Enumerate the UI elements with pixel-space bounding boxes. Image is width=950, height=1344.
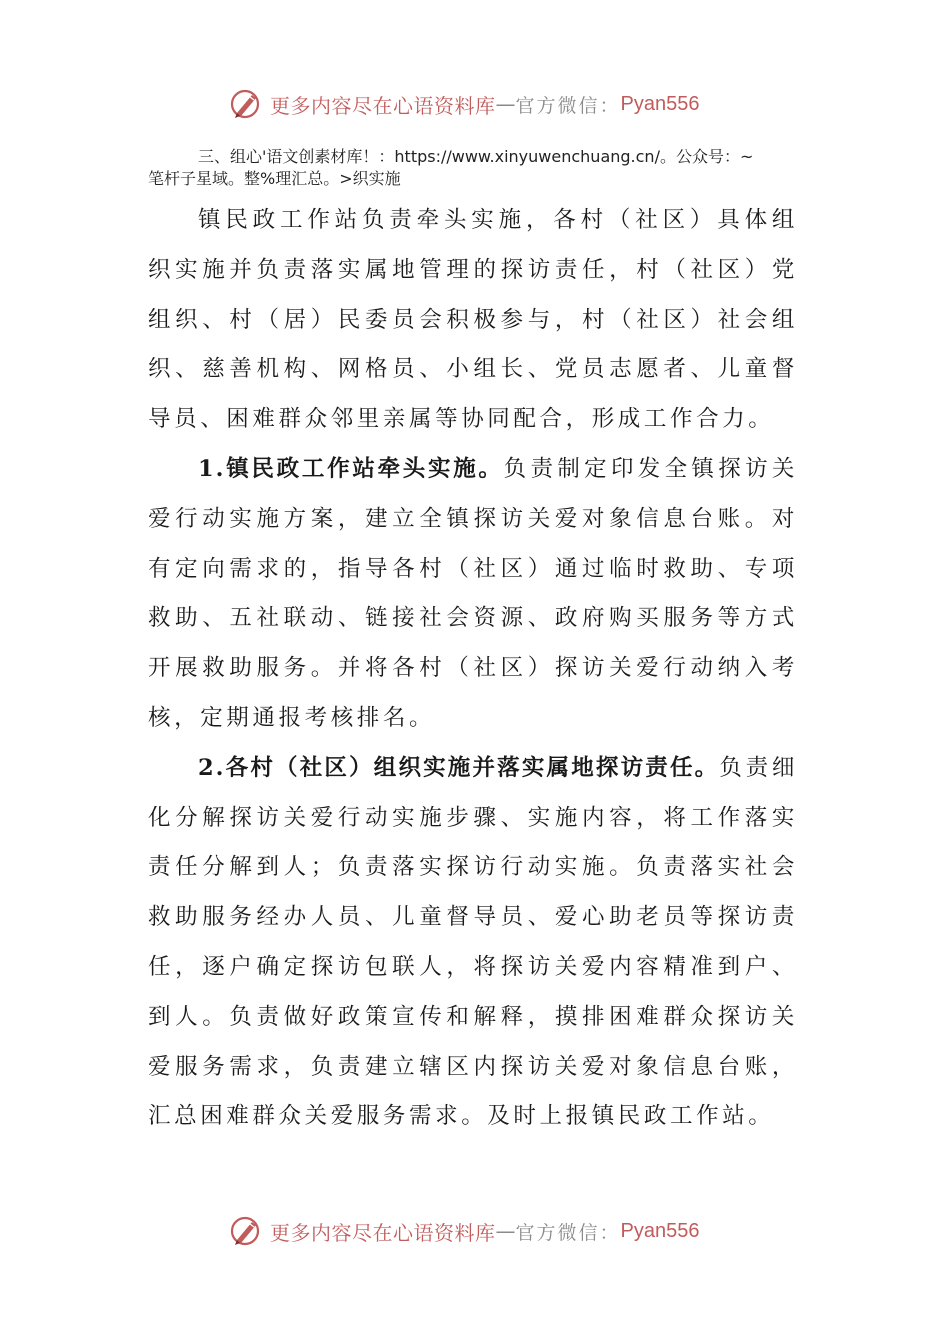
pen-logo-icon [228, 86, 264, 122]
source-note [148, 146, 828, 190]
banner-official-label: 官方微信： [515, 94, 621, 117]
paragraph-item-1-heading: 1.镇民政工作站牵头实施。 [198, 455, 504, 482]
banner-dash: — [495, 1219, 516, 1243]
paragraph-intro-text: 镇民政工作站负责牵头实施，各村（社区）具体组织实施并负责落实属地管理的探访责任，村（社区）党组织、村（居）民委员会积极参与，村（社区）社会组织、慈善机构、网格员、小组长、党员志愿者、儿童督导员、困难群众邻里亲属等协同配合，形成工作合力。 [148, 207, 798, 433]
banner-text: 更多内容尽在心语资料库 [270, 93, 496, 118]
paragraph-item-1-text: 负责制定印发全镇探访关爱行动实施方案，建立全镇探访关爱对象信息台账。对有定向需求的，指导各村（社区）通过临时救助、专项救助、五社联动、链接社会资源、政府购买服务等方式开展救助服务。并将各村（社区）探访关爱行动纳入考核，定期通报考核排名。 [148, 455, 798, 731]
banner-official-label: 官方微信： [515, 1221, 621, 1244]
paragraph-item-1 [148, 445, 798, 744]
source-note-line-1: 三、组心'语文创素材库！：https://www.xinyuwenchuang.cn/。公众号：~ [198, 147, 754, 166]
banner-wechat-id: Pyan556 [620, 92, 700, 115]
source-note-line-2: 笔杆子星域。整%理汇总。>织实施 [148, 169, 401, 188]
banner-dash: — [495, 92, 516, 116]
document-body [148, 196, 798, 1142]
pen-logo-icon [228, 1213, 264, 1249]
paragraph-item-2-heading: 2.各村（社区）组织实施并落实属地探访责任。 [198, 754, 720, 781]
paragraph-item-2-text: 负责细化分解探访关爱行动实施步骤、实施内容，将工作落实责任分解到人；负责落实探访行动实施。负责落实社会救助服务经办人员、儿童督导员、爱心助老员等探访责任，逐户确定探访包联人，将探访关爱内容精准到户、到人。负责做好政策宣传和解释，摸排困难群众探访关爱服务需求，负责建立辖区内探访关爱对象信息台账，汇总困难群众关爱服务需求。及时上报镇民政工作站。 [148, 754, 798, 1130]
header-watermark-banner [228, 84, 699, 124]
banner-wechat-id: Pyan556 [620, 1219, 700, 1242]
banner-text: 更多内容尽在心语资料库 [270, 1220, 496, 1245]
paragraph-item-2 [148, 744, 798, 1142]
paragraph-intro [148, 196, 798, 445]
footer-watermark-banner [228, 1211, 699, 1251]
